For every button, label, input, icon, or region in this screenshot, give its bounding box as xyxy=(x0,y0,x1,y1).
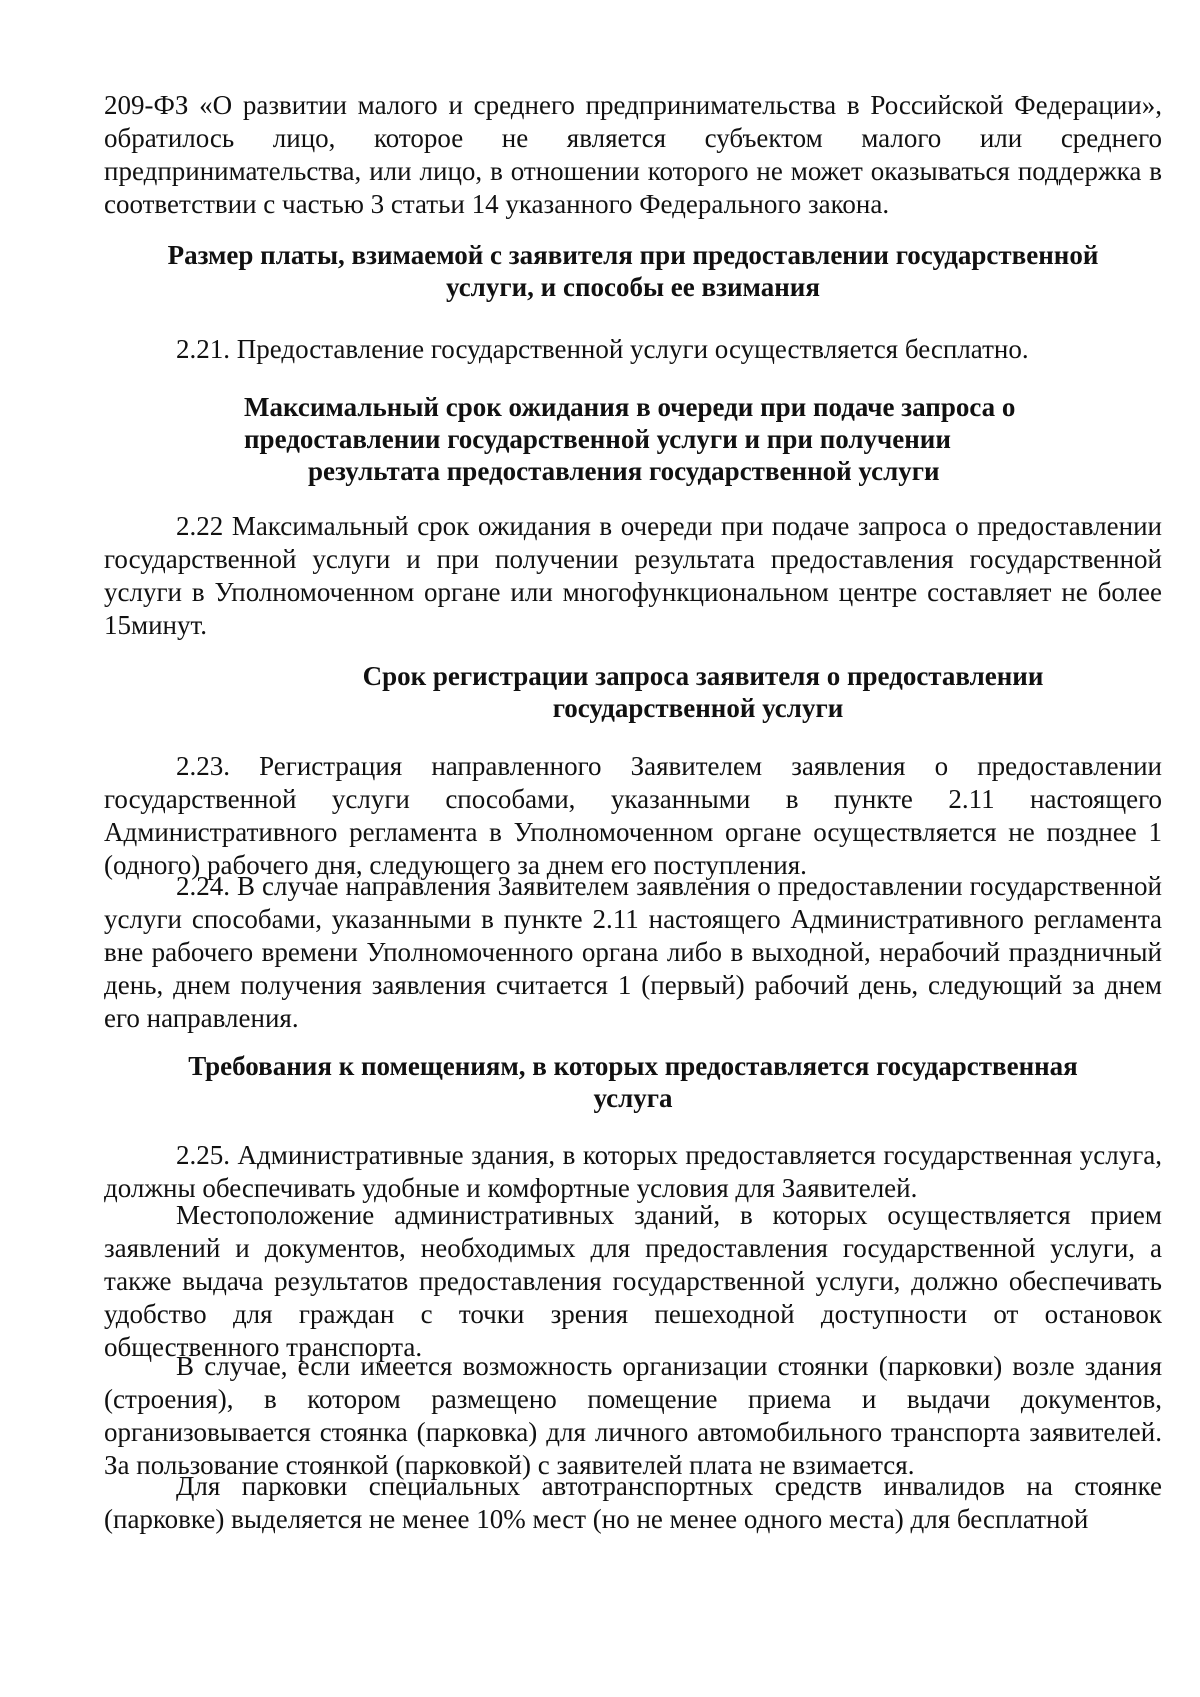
heading-premises xyxy=(104,1050,1162,1114)
paragraph-parking: В случае, если имеется возможность организации стоянки (парковки) возле здания (строения), в котором размещено помещение приема и выдачи документов, организовывается стоянка (парковка) для личного автомобильного транспорта заявителей. За пользование стоянкой (парковкой) с заявителей плата не взимается. xyxy=(104,1351,1162,1480)
heading-registration-line-2: государственной услуги xyxy=(552,693,844,723)
paragraph-2-22: 2.22 Максимальный срок ожидания в очереди при подаче запроса о предоставлении государственной услуги и при получении результата предоставления государственной услуги в Уполномоченном органе или многофункциональном центре составляет не более 15минут. xyxy=(104,511,1162,640)
heading-premises-line-2: услуга xyxy=(593,1083,673,1113)
heading-registration xyxy=(104,660,1162,724)
intro-paragraph: 209-ФЗ «О развитии малого и среднего предпринимательства в Российской Федерации», обратилось лицо, которое не является субъектом малого или среднего предпринимательства, или лицо, в отношении которого не может оказываться поддержка в соответствии с частью 3 статьи 14 указанного Федерального закона. xyxy=(104,90,1162,219)
paragraph-disabled-parking: Для парковки специальных автотранспортных средств инвалидов на стоянке (парковке) выделяется не менее 10% мест (но не менее одного места) для бесплатной xyxy=(104,1471,1162,1534)
paragraph-2-24: 2.24. В случае направления Заявителем заявления о предоставлении государственной услуги способами, указанными в пункте 2.11 настоящего Административного регламента вне рабочего времени Уполномоченного органа либо в выходной, нерабочий праздничный день, днем получения заявления считается 1 (первый) рабочий день, следующий за днем его направления. xyxy=(104,871,1162,1033)
heading-premises-line-1: Требования к помещениям, в которых предоставляется государственная xyxy=(188,1051,1078,1081)
paragraph-location: Местоположение административных зданий, в которых осуществляется прием заявлений и документов, необходимых для предоставления государственной услуги, а также выдача результатов предоставления государственной услуги, должно обеспечивать удобство для граждан с точки зрения пешеходной доступности от остановок общественного транспорта. xyxy=(104,1200,1162,1362)
heading-queue xyxy=(244,391,1064,487)
paragraph-2-25: 2.25. Административные здания, в которых предоставляется государственная услуга, должны обеспечивать удобные и комфортные условия для Заявителей. xyxy=(104,1140,1162,1203)
heading-fee-line-1: Размер платы, взимаемой с заявителя при предоставлении государственной xyxy=(167,240,1099,270)
heading-queue-line-2: предоставлении государственной услуги и при получении xyxy=(244,424,951,454)
heading-registration-line-1: Срок регистрации запроса заявителя о предоставлении xyxy=(362,661,1044,691)
paragraph-2-23: 2.23. Регистрация направленного Заявителем заявления о предоставлении государственной услуги способами, указанными в пункте 2.11 настоящего Административного регламента в Уполномоченном органе осуществляется не позднее 1 (одного) рабочего дня, следующего за днем его поступления. xyxy=(104,751,1162,880)
heading-fee xyxy=(104,239,1162,303)
heading-queue-line-3: результата предоставления государственной услуги xyxy=(308,456,940,486)
heading-queue-line-1: Максимальный срок ожидания в очереди при подаче запроса о xyxy=(244,392,1016,422)
heading-fee-line-2: услуги, и способы ее взимания xyxy=(446,272,820,302)
paragraph-2-21: 2.21. Предоставление государственной услуги осуществляется бесплатно. xyxy=(176,334,1029,364)
